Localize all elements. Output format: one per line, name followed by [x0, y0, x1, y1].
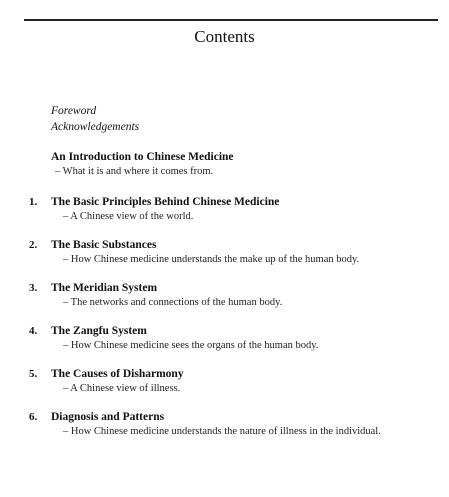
chapter-description: – How Chinese medicine understands the nature of illness in the individual. — [63, 426, 381, 437]
chapter-heading: The Basic Substances — [51, 239, 157, 251]
chapter-number: 6. — [29, 411, 38, 423]
chapter-description: – A Chinese view of the world. — [63, 211, 194, 222]
chapter-entry-3[interactable] — [0, 281, 449, 310]
chapter-heading: The Meridian System — [51, 282, 158, 294]
chapter-number: 2. — [29, 239, 38, 251]
chapter-entry-6[interactable] — [0, 410, 449, 439]
intro-description: – What it is and where it comes from. — [55, 166, 214, 177]
chapter-list — [0, 195, 449, 453]
chapter-description: – How Chinese medicine understands the make up of the human body. — [63, 254, 360, 265]
chapter-heading: The Basic Principles Behind Chinese Medicine — [51, 196, 280, 208]
chapter-description: – A Chinese view of illness. — [63, 383, 181, 394]
chapter-heading: The Causes of Disharmony — [51, 368, 184, 380]
chapter-entry-1[interactable] — [0, 195, 449, 224]
chapter-description: – The networks and connections of the human body. — [63, 297, 283, 308]
chapter-entry-4[interactable] — [0, 324, 449, 353]
chapter-entry-2[interactable] — [0, 238, 449, 267]
chapter-number: 5. — [29, 368, 38, 380]
chapter-number: 3. — [29, 282, 38, 294]
chapter-heading: Diagnosis and Patterns — [51, 411, 165, 423]
chapter-entry-5[interactable] — [0, 367, 449, 396]
intro-heading: An Introduction to Chinese Medicine — [51, 151, 234, 163]
top-rule — [24, 19, 438, 21]
chapter-description: – How Chinese medicine sees the organs of the human body. — [63, 340, 319, 351]
page-title: Contents — [194, 27, 255, 46]
chapter-number: 4. — [29, 325, 38, 337]
foreword-entry[interactable]: Foreword — [51, 105, 97, 117]
front-matter — [51, 103, 139, 135]
chapter-number: 1. — [29, 196, 38, 208]
acknowledgements-entry[interactable]: Acknowledgements — [51, 121, 140, 133]
intro-entry[interactable] — [51, 150, 234, 179]
chapter-heading: The Zangfu System — [51, 325, 147, 337]
